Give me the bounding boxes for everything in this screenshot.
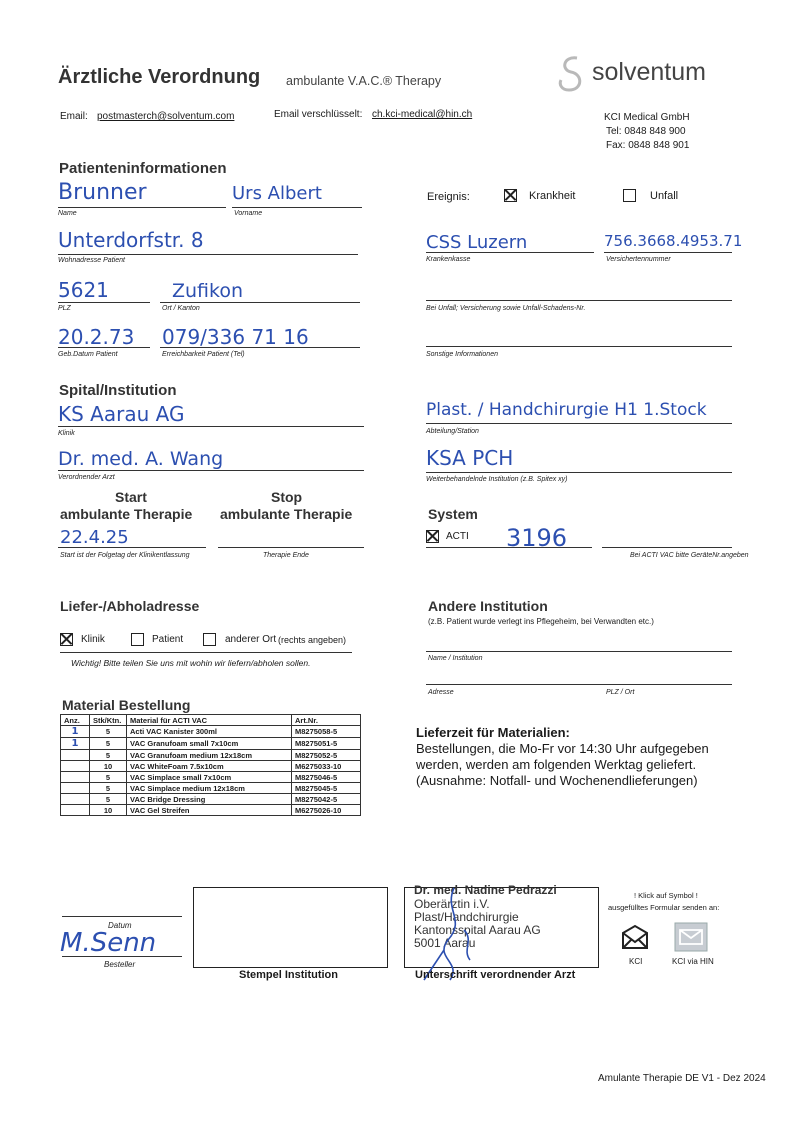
material-art: M6275033-10 — [292, 761, 361, 772]
therapy-end-label: Therapie Ende — [263, 552, 309, 559]
orderer-signature[interactable]: M.Senn — [60, 928, 157, 958]
department-label: Abteilung/Station — [426, 428, 479, 435]
event-accident-label: Unfall — [650, 190, 679, 202]
delivery-other-label: anderer Ort — [225, 634, 277, 645]
patient-firstname-value[interactable]: Urs Albert — [232, 183, 322, 204]
start-heading-2: ambulante Therapie — [60, 506, 193, 522]
material-pack: 5 — [90, 738, 127, 750]
therapy-start-value[interactable]: 22.4.25 — [60, 527, 129, 548]
stamp-line-3: Plast/Handchirurgie — [414, 910, 519, 924]
table-row[interactable] — [61, 805, 361, 816]
material-art: M6275026-10 — [292, 805, 361, 816]
patient-plz-value[interactable]: 5621 — [58, 278, 109, 302]
stamp-label: Stempel Institution — [239, 969, 338, 981]
patient-address-value[interactable]: Unterdorfstr. 8 — [58, 228, 204, 252]
followup-institution-label: Weiterbehandelnde Institution (z.B. Spitex xy) — [426, 476, 568, 483]
material-col-qty: Anz. — [61, 715, 90, 726]
envelope-icon — [620, 924, 650, 950]
patient-dob-line — [58, 347, 150, 348]
patient-name-label: Name — [58, 210, 77, 217]
accident-insurance-label: Bei Unfall; Versicherung sowie Unfall-Schadens-Nr. — [426, 305, 586, 312]
insurer-value[interactable]: CSS Luzern — [426, 232, 528, 253]
patient-firstname-line — [232, 207, 362, 208]
patient-heading: Patienteninformationen — [59, 160, 227, 177]
patient-plz-line — [58, 302, 150, 303]
doctor-label: Verordnender Arzt — [58, 474, 115, 481]
table-row[interactable] — [61, 726, 361, 738]
table-row[interactable] — [61, 783, 361, 794]
footer-version: Amulante Therapie DE V1 - Dez 2024 — [598, 1073, 766, 1084]
material-qty[interactable] — [61, 805, 90, 816]
material-art: M8275058-5 — [292, 726, 361, 738]
doctor-value[interactable]: Dr. med. A. Wang — [58, 448, 224, 470]
delivery-time-heading: Lieferzeit für Materialien: — [416, 725, 570, 740]
email-link[interactable]: postmasterch@solventum.com — [97, 111, 235, 122]
material-name: VAC WhiteFoam 7.5x10cm — [127, 761, 292, 772]
therapy-start-line — [58, 547, 206, 548]
date-label: Datum — [108, 921, 132, 930]
send-kci-button[interactable] — [620, 924, 650, 955]
system-acti-label: ACTI — [446, 531, 469, 542]
clinic-line — [58, 426, 364, 427]
delivery-clinic-label: Klinik — [81, 634, 105, 645]
delivery-heading: Liefer-/Abholadresse — [60, 598, 200, 614]
other-institution-address-label: Adresse — [428, 689, 454, 696]
insurer-line — [426, 252, 594, 253]
material-col-pack: Stk/Ktn. — [90, 715, 127, 726]
device-number-line-2 — [602, 547, 732, 548]
material-name: VAC Granufoam small 7x10cm — [127, 738, 292, 750]
insured-number-label: Versichertennummer — [606, 256, 671, 263]
institution-heading: Spital/Institution — [59, 382, 177, 399]
delivery-patient-label: Patient — [152, 634, 184, 645]
doctor-signature-label: Unterschrift verordnender Arzt — [415, 969, 576, 981]
form-title: Ärztliche Verordnung — [58, 66, 261, 88]
material-pack: 10 — [90, 805, 127, 816]
material-name: VAC Simplace medium 12x18cm — [127, 783, 292, 794]
start-heading-1: Start — [115, 489, 147, 505]
orderer-label: Besteller — [104, 960, 136, 969]
table-row[interactable] — [61, 761, 361, 772]
device-number-value[interactable]: 3196 — [506, 524, 568, 552]
patient-address-label: Wohnadresse Patient — [58, 257, 125, 264]
therapy-start-label: Start ist der Folgetag der Klinikentlassung — [60, 552, 190, 559]
clinic-value[interactable]: KS Aarau AG — [58, 402, 185, 426]
material-qty[interactable] — [61, 750, 90, 761]
system-acti-checkbox[interactable] — [426, 530, 439, 543]
material-qty[interactable] — [61, 794, 90, 805]
other-institution-heading: Andere Institution — [428, 598, 548, 614]
material-art: M8275042-5 — [292, 794, 361, 805]
send-hint-1: ! Klick auf Symbol ! — [634, 891, 698, 900]
stamp-line-2: Oberärztin i.V. — [414, 897, 490, 911]
email-label: Email: — [60, 111, 88, 122]
send-hin-label: KCI via HIN — [672, 957, 714, 966]
solventum-logo-icon — [555, 52, 589, 98]
hin-mail-icon — [674, 922, 708, 952]
other-institution-name-line[interactable] — [426, 651, 732, 652]
company-name: KCI Medical GmbH — [604, 112, 690, 123]
patient-dob-value[interactable]: 20.2.73 — [58, 325, 135, 349]
email-encrypted-link[interactable]: ch.kci-medical@hin.ch — [372, 109, 473, 120]
delivery-line — [60, 652, 352, 653]
send-hint-2: ausgefülltes Formular senden an: — [608, 903, 720, 912]
material-qty[interactable] — [61, 761, 90, 772]
other-institution-plz-label: PLZ / Ort — [606, 689, 635, 696]
followup-institution-line — [426, 472, 732, 473]
delivery-clinic-checkbox[interactable] — [60, 633, 73, 646]
material-pack: 5 — [90, 750, 127, 761]
orderer-line — [62, 956, 182, 957]
send-kci-label: KCI — [629, 957, 643, 966]
patient-name-value[interactable]: Brunner — [58, 180, 147, 205]
material-art: M8275046-5 — [292, 772, 361, 783]
brand-name: solventum — [592, 58, 706, 86]
material-table — [60, 714, 361, 816]
doctor-line — [58, 470, 364, 471]
device-number-line — [426, 547, 592, 548]
material-pack: 5 — [90, 772, 127, 783]
delivery-time-text-2: werden, werden am folgenden Werktag geliefert. — [416, 757, 697, 772]
material-header-row — [61, 715, 361, 726]
send-hin-button[interactable] — [674, 922, 708, 957]
department-line — [426, 423, 732, 424]
date-line[interactable] — [62, 916, 182, 917]
solventum-logo — [555, 52, 589, 103]
material-qty[interactable] — [61, 772, 90, 783]
delivery-other-note: (rechts angeben) — [278, 635, 347, 645]
material-pack: 5 — [90, 783, 127, 794]
stamp-line-5: 5001 Aarau — [414, 936, 476, 950]
material-heading: Material Bestellung — [62, 697, 191, 713]
patient-firstname-label: Vorname — [234, 210, 263, 217]
event-accident-checkbox[interactable] — [623, 189, 636, 202]
email-encrypted-label: Email verschlüsselt: — [274, 109, 363, 120]
accident-insurance-line[interactable] — [426, 300, 732, 301]
patient-tel-label: Erreichbarkeit Patient (Tel) — [162, 351, 245, 358]
patient-tel-line — [160, 347, 360, 348]
other-info-label: Sonstige Informationen — [426, 351, 498, 358]
department-value[interactable]: Plast. / Handchirurgie H1 1.Stock — [426, 400, 707, 420]
event-illness-label: Krankheit — [529, 190, 576, 202]
material-name: VAC Gel Streifen — [127, 805, 292, 816]
stamp-line-4: Kantonsspital Aarau AG — [414, 923, 541, 937]
other-institution-desc: (z.B. Patient wurde verlegt ins Pflegeheim, bei Verwandten etc.) — [428, 617, 654, 626]
material-art: M8275052-5 — [292, 750, 361, 761]
device-number-label: Bei ACTI VAC bitte GeräteNr.angeben — [630, 552, 749, 559]
table-row[interactable] — [61, 794, 361, 805]
patient-dob-label: Geb.Datum Patient — [58, 351, 118, 358]
therapy-end-line[interactable] — [218, 547, 364, 548]
material-art: M8275045-5 — [292, 783, 361, 794]
material-art: M8275051-5 — [292, 738, 361, 750]
patient-address-line — [58, 254, 358, 255]
patient-plz-label: PLZ — [58, 305, 71, 312]
delivery-time-text-1: Bestellungen, die Mo-Fr vor 14:30 Uhr aufgegeben — [416, 741, 709, 756]
material-qty[interactable]: 1 — [61, 738, 90, 750]
patient-ort-value[interactable]: Zufikon — [172, 280, 244, 302]
delivery-other-checkbox[interactable] — [203, 633, 216, 646]
material-col-name: Material für ACTI VAC — [127, 715, 292, 726]
insured-number-line — [604, 252, 732, 253]
material-name: VAC Bridge Dressing — [127, 794, 292, 805]
delivery-patient-checkbox[interactable] — [131, 633, 144, 646]
followup-institution-value[interactable]: KSA PCH — [426, 446, 514, 470]
material-name: VAC Simplace small 7x10cm — [127, 772, 292, 783]
company-tel: Tel: 0848 848 900 — [606, 126, 686, 137]
other-info-line[interactable] — [426, 346, 732, 347]
patient-tel-value[interactable]: 079/336 71 16 — [162, 325, 309, 349]
insured-number-value[interactable]: 756.3668.4953.71 — [604, 232, 743, 250]
system-heading: System — [428, 506, 478, 522]
table-row[interactable] — [61, 750, 361, 761]
delivery-note: Wichtig! Bitte teilen Sie uns mit wohin wir liefern/abholen sollen. — [71, 658, 311, 668]
table-row[interactable] — [61, 772, 361, 783]
patient-name-line — [58, 207, 226, 208]
material-pack: 5 — [90, 794, 127, 805]
material-qty[interactable] — [61, 783, 90, 794]
stop-heading-2: ambulante Therapie — [220, 506, 353, 522]
table-row[interactable] — [61, 738, 361, 750]
material-col-art: Art.Nr. — [292, 715, 361, 726]
material-qty[interactable]: 1 — [61, 726, 90, 738]
event-label: Ereignis: — [427, 191, 470, 203]
form-subtitle: ambulante V.A.C.® Therapy — [286, 74, 442, 88]
material-name: Acti VAC Kanister 300ml — [127, 726, 292, 738]
stamp-box[interactable] — [193, 887, 388, 968]
patient-ort-label: Ort / Kanton — [162, 305, 200, 312]
material-pack: 5 — [90, 726, 127, 738]
delivery-time-text-3: (Ausnahme: Notfall- und Wochenendlieferungen) — [416, 773, 698, 788]
clinic-label: Klinik — [58, 430, 75, 437]
material-name: VAC Granufoam medium 12x18cm — [127, 750, 292, 761]
patient-ort-line — [160, 302, 360, 303]
other-institution-address-line[interactable] — [426, 684, 732, 685]
insurer-label: Krankenkasse — [426, 256, 471, 263]
stamp-line-1: Dr. med. Nadine Pedrazzi — [414, 883, 557, 897]
company-fax: Fax: 0848 848 901 — [606, 140, 690, 151]
event-illness-checkbox[interactable] — [504, 189, 517, 202]
other-institution-name-label: Name / Institution — [428, 655, 483, 662]
stop-heading-1: Stop — [271, 489, 303, 505]
material-pack: 10 — [90, 761, 127, 772]
